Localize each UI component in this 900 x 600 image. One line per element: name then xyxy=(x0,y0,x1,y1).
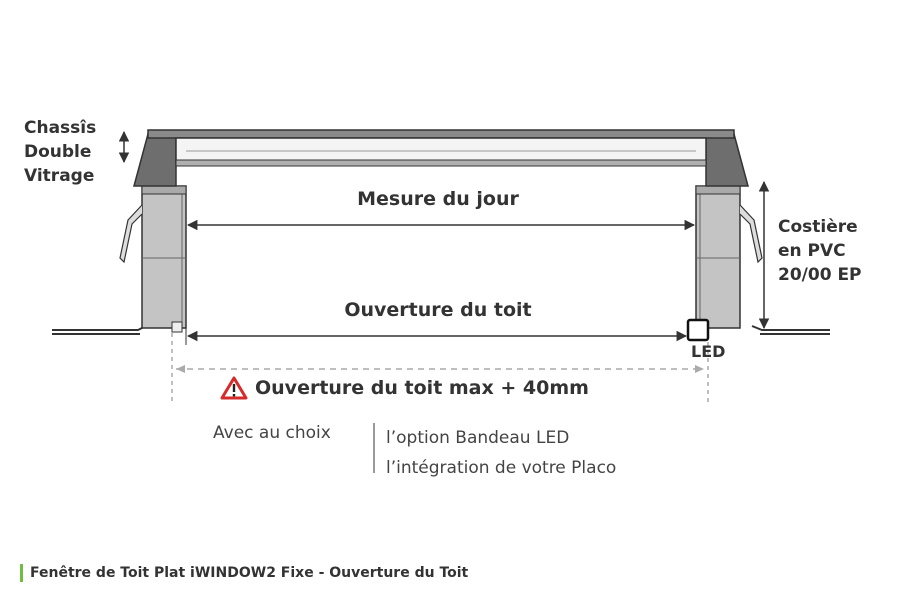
note-divider xyxy=(373,423,375,473)
note-option: l’intégration de votre Placo xyxy=(386,458,617,478)
led-box xyxy=(688,320,708,340)
costiere-label xyxy=(778,215,862,287)
caption: Fenêtre de Toit Plat iWINDOW2 Fixe - Ouverture du Toit xyxy=(20,564,468,582)
warning-icon xyxy=(222,378,246,398)
right-upstand xyxy=(696,186,762,328)
double-glazing-frame xyxy=(134,130,748,186)
chassis-label-line: Chassîs xyxy=(24,118,97,138)
costiere-label-line: en PVC xyxy=(778,241,846,261)
ouverture-max-label: Ouverture du toit max + 40mm xyxy=(255,377,589,399)
ouverture-du-toit-label: Ouverture du toit xyxy=(344,299,532,321)
costiere-label-line: Costière xyxy=(778,217,858,237)
note-option: l’option Bandeau LED xyxy=(386,428,570,448)
chassis-label-line: Vitrage xyxy=(24,166,95,186)
left-upstand xyxy=(120,186,186,332)
led-label: LED xyxy=(691,342,726,361)
chassis-label xyxy=(24,116,96,188)
chassis-label-line: Double xyxy=(24,142,92,162)
note-options xyxy=(386,423,616,483)
mesure-du-jour-label: Mesure du jour xyxy=(357,188,519,210)
note-intro: Avec au choix xyxy=(213,423,331,443)
costiere-label-line: 20/00 EP xyxy=(778,265,862,285)
